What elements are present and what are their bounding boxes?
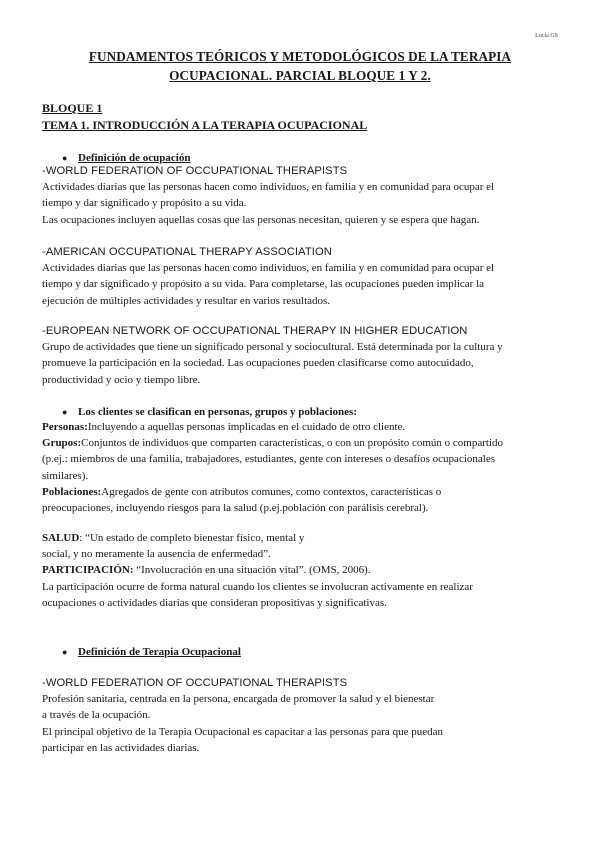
section-heading-ocupacion: Definición de ocupación xyxy=(78,152,191,164)
personas-text: Incluyendo a aquellas personas implicadas en el cuidado de otro cliente. xyxy=(87,421,406,433)
participacion-line: ocupaciones o actividades diarias que consideran propositivas y significativas. xyxy=(42,596,387,609)
to-line: a través de la ocupación. xyxy=(42,709,151,722)
salud-entry xyxy=(42,530,556,546)
personas-label: Personas: xyxy=(42,421,88,433)
poblaciones-entry xyxy=(42,484,556,500)
section-heading-clientes: Los clientes se clasifican en personas, grupos y poblaciones: xyxy=(78,406,357,418)
grupos-text: Conjuntos de individuos que comparten características, o con un propósito común o compartido xyxy=(81,437,504,450)
salud-text: : “Un estado de completo bienestar físico, mental y xyxy=(79,532,305,544)
salud-line: social, y no meramente la ausencia de enfermedad”. xyxy=(42,548,271,561)
enothe-line: promueve la participación en la sociedad. Las ocupaciones pueden clasificarse como autocuidado, xyxy=(42,357,474,370)
wfot-line: Las ocupaciones incluyen aquellas cosas que las personas necesitan, quieren y se espera que hagan. xyxy=(42,213,480,226)
wfot-line: tiempo y dar significado y propósito a su vida. xyxy=(42,197,247,210)
aota-definition xyxy=(42,244,556,309)
participacion-line: La participación ocurre de forma natural cuando los clientes se involucran activamente en realizar xyxy=(42,580,473,593)
grupos-line: (p.ej.: miembros de una familia, trabajadores, estudiantes, gente con intereses o desafíos ocupacionales xyxy=(42,453,495,466)
wfot-line: Actividades diarias que las personas hacen como individuos, en familia y en comunidad para ocupar el xyxy=(42,181,495,194)
participacion-label: PARTICIPACIÓN: xyxy=(42,564,134,577)
bullet-clientes xyxy=(62,404,357,420)
personas-entry xyxy=(42,419,556,435)
salud-label: SALUD xyxy=(42,532,80,544)
wfot-source: -WORLD FEDERATION OF OCCUPATIONAL THERAPISTS xyxy=(42,165,348,177)
bullet-dot: ● xyxy=(62,407,68,417)
grupos-entry xyxy=(42,435,556,451)
document-title xyxy=(40,47,560,85)
participacion-text: “Involucración en una situación vital”. (OMS, 2006). xyxy=(133,564,371,577)
enothe-line: Grupo de actividades que tiene un significado personal y sociocultural. Está determinada por la cultura y xyxy=(42,341,503,354)
topic-heading: TEMA 1. INTRODUCCIÓN A LA TERAPIA OCUPACIONAL xyxy=(42,118,368,132)
title-line-2: OCUPACIONAL. PARCIAL BLOQUE 1 Y 2. xyxy=(169,68,431,83)
enothe-line: productividad y ocio y tiempo libre. xyxy=(42,373,201,386)
to-line: El principal objetivo de la Terapia Ocupacional es capacitar a las personas para que puedan xyxy=(42,725,443,738)
wfot-definition xyxy=(42,163,556,228)
bullet-dot: ● xyxy=(62,647,68,657)
aota-line: Actividades diarias que las personas hacen como individuos, en familia y en comunidad para ocupar el xyxy=(42,262,495,275)
clientes-list xyxy=(42,419,556,516)
grupos-label: Grupos: xyxy=(42,437,82,450)
bullet-dot: ● xyxy=(62,153,68,163)
poblaciones-label: Poblaciones: xyxy=(42,485,102,498)
section-heading-to: Definición de Terapia Ocupacional xyxy=(78,646,241,658)
block-heading: BLOQUE 1 xyxy=(42,101,103,115)
poblaciones-line: preocupaciones, incluyendo riesgos para la salud (p.ej.población con parálisis cerebral). xyxy=(42,502,429,515)
poblaciones-text: Agregados de gente con atributos comunes, como contextos, características o xyxy=(101,485,442,498)
to-definition xyxy=(42,675,556,756)
aota-source: -AMERICAN OCCUPATIONAL THERAPY ASSOCIATION xyxy=(42,246,332,258)
enothe-source: -EUROPEAN NETWORK OF OCCUPATIONAL THERAPY IN HIGHER EDUCATION xyxy=(42,325,468,337)
enothe-definition xyxy=(42,323,556,388)
bullet-definicion-to xyxy=(62,644,241,660)
participacion-entry xyxy=(42,562,556,578)
to-line: participar en las actividades diarias. xyxy=(42,741,200,754)
author-name: Lucía GS xyxy=(535,33,558,39)
salud-participacion xyxy=(42,530,556,611)
to-wfot-source: -WORLD FEDERATION OF OCCUPATIONAL THERAPISTS xyxy=(42,677,348,689)
grupos-line: similares). xyxy=(42,469,89,482)
to-line: Profesión sanitaria, centrada en la persona, encargada de promover la salud y el bienestar xyxy=(42,693,435,706)
title-line-1: FUNDAMENTOS TEÓRICOS Y METODOLÓGICOS DE LA TERAPIA xyxy=(88,49,512,64)
aota-line: tiempo y dar significado y propósito a su vida. Para completarse, las ocupaciones pueden implicar la xyxy=(42,278,485,291)
aota-line: ejecución de múltiples actividades y resultar en varios resultados. xyxy=(42,294,331,307)
